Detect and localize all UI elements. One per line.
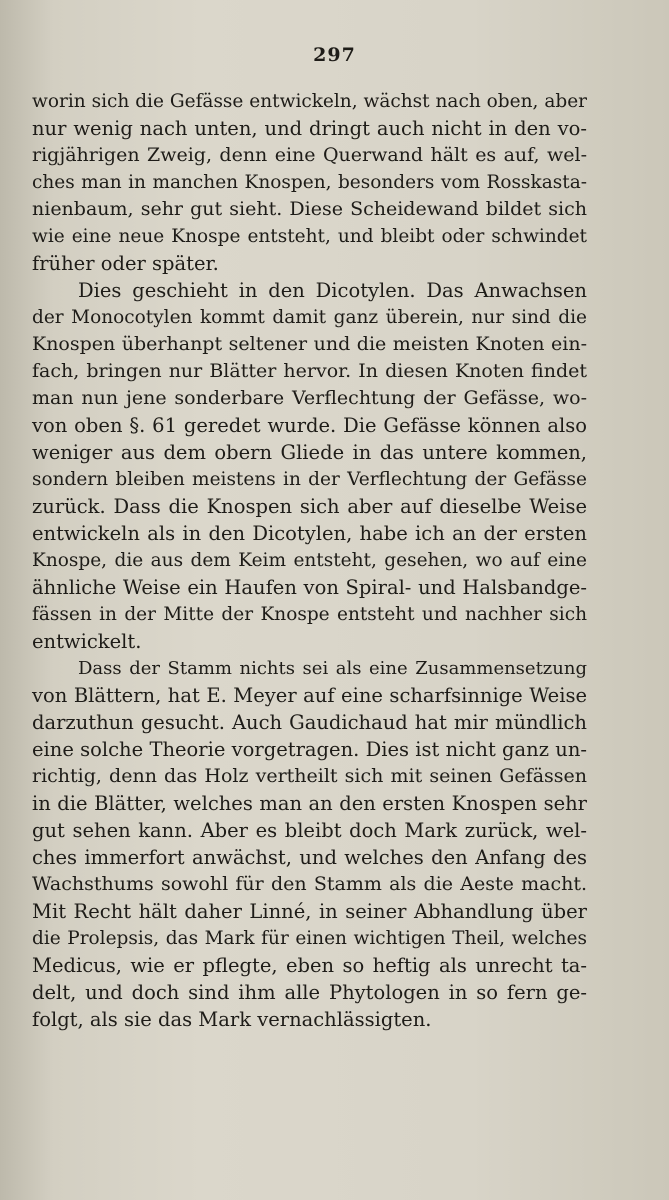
page-number: 297 [313,44,356,66]
text-line: die Prolepsis, das Mark für einen wichtigen Theil, welches [32,928,587,949]
text-line: Mit Recht hält daher Linné, in seiner Abhandlung über [32,900,587,923]
text-line: sondern bleiben meistens in der Verflechtung der Gefässe [32,469,587,490]
text-line: ches man in manchen Knospen, besonders vom Rosskasta- [32,172,587,193]
text-line: Knospen überhanpt seltener und die meisten Knoten ein- [32,333,587,355]
text-line: Knospe, die aus dem Keim entsteht, gesehen, wo auf eine [32,550,587,571]
text-line: Dies geschieht in den Dicotylen. Das Anwachsen [78,279,587,302]
text-line: nur wenig nach unten, und dringt auch nicht in den vo- [32,117,587,140]
text-line: ches immerfort anwächst, und welches den Anfang des [32,846,587,869]
text-line: wie eine neue Knospe entsteht, und bleibt oder schwindet [32,226,587,247]
text-line: entwickelt. [32,630,142,653]
text-line: von Blättern, hat E. Meyer auf eine scharfsinnige Weise [32,684,587,707]
text-line: man nun jene sonderbare Verflechtung der Gefässe, wo- [32,387,587,409]
text-line: folgt, als sie das Mark vernachlässigten. [32,1008,432,1031]
text-line: Wachsthums sowohl für den Stamm als die Aeste macht. [32,873,587,895]
text-line: ähnliche Weise ein Haufen von Spiral- und Halsbandge- [32,576,587,599]
text-line: gut sehen kann. Aber es bleibt doch Mark zurück, wel- [32,819,587,842]
text-line: zurück. Dass die Knospen sich aber auf dieselbe Weise [32,495,587,518]
body-text [32,88,587,1033]
text-line: darzuthun gesucht. Auch Gaudichaud hat mir mündlich [32,711,587,734]
text-line: richtig, denn das Holz vertheilt sich mit seinen Gefässen [32,765,587,787]
text-line: nienbaum, sehr gut sieht. Diese Scheidewand bildet sich [32,198,587,220]
text-line: delt, und doch sind ihm alle Phytologen in so fern ge- [32,981,587,1004]
text-line: früher oder später. [32,252,219,275]
text-line: Dass der Stamm nichts sei als eine Zusammensetzung [78,658,587,679]
text-line: weniger aus dem obern Gliede in das untere kommen, [32,441,587,464]
text-line: rigjährigen Zweig, denn eine Querwand hält es auf, wel- [32,144,587,166]
text-line: fach, bringen nur Blätter hervor. In diesen Knoten findet [32,360,587,382]
paragraph [32,655,587,1033]
text-line: worin sich die Gefässe entwickeln, wächst nach oben, aber [32,91,587,112]
paragraph [32,88,587,277]
text-line: von oben §. 61 geredet wurde. Die Gefässe können also [32,414,587,437]
text-line: in die Blätter, welches man an den ersten Knospen sehr [32,792,587,815]
text-line: fässen in der Mitte der Knospe entsteht und nachher sich [32,604,587,625]
text-line: eine solche Theorie vorgetragen. Dies ist nicht ganz un- [32,738,587,761]
paragraph [32,277,587,655]
text-line: der Monocotylen kommt damit ganz überein, nur sind die [32,307,587,328]
text-line: entwickeln als in den Dicotylen, habe ich an der ersten [32,522,587,545]
text-line: Medicus, wie er pflegte, eben so heftig als unrecht ta- [32,954,587,977]
